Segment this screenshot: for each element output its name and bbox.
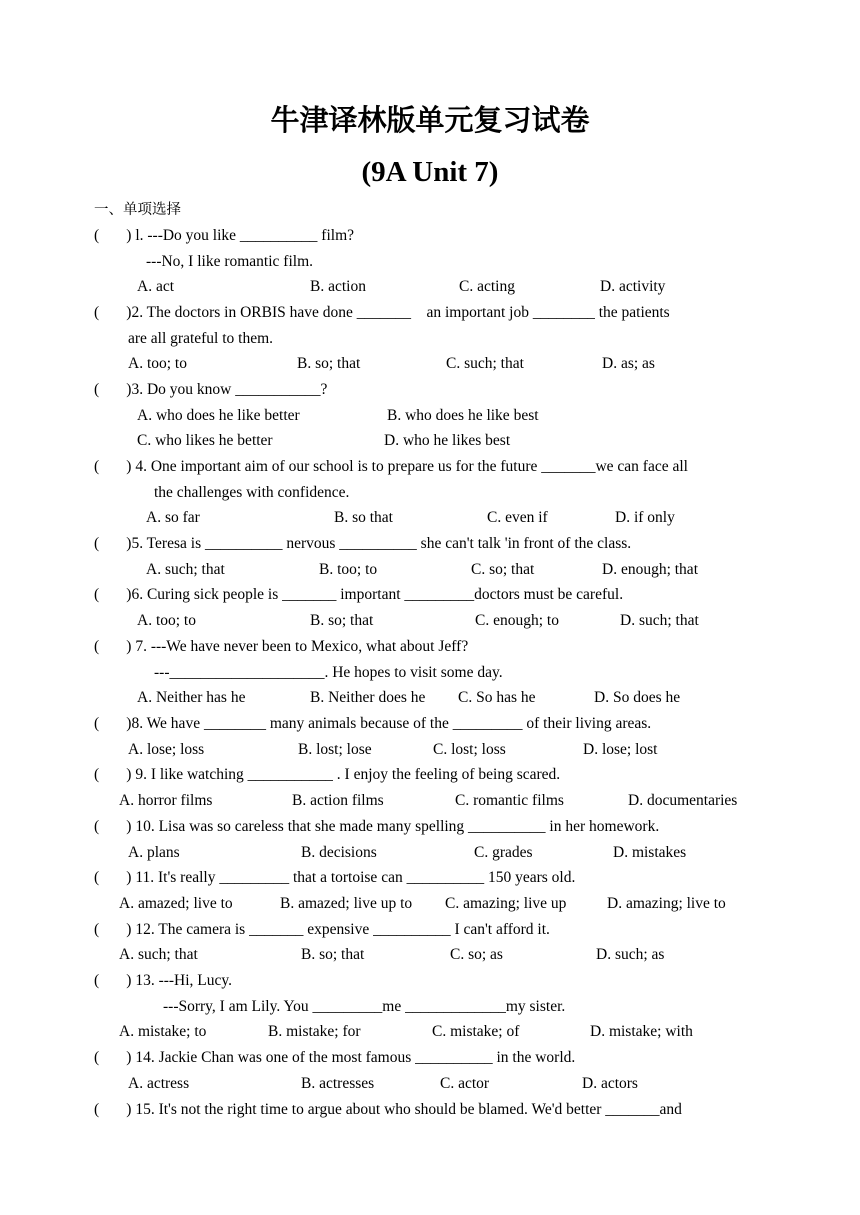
q11-option-d: D. amazing; live to	[607, 895, 726, 912]
question-2-cont: are all grateful to them.	[128, 330, 274, 347]
q11-option-a: A. amazed; live to	[119, 895, 233, 912]
q9-option-a: A. horror films	[119, 792, 213, 809]
q12-option-b: B. so; that	[301, 946, 365, 963]
q6-option-b: B. so; that	[310, 612, 374, 629]
q8-option-c: C. lost; loss	[433, 741, 506, 758]
q8-option-d: D. lose; lost	[583, 741, 658, 758]
q2-option-c: C. such; that	[446, 355, 524, 372]
q13-option-b: B. mistake; for	[268, 1023, 361, 1040]
q12-option-d: D. such; as	[596, 946, 665, 963]
q6-option-a: A. too; to	[137, 612, 196, 629]
q5-option-d: D. enough; that	[602, 561, 698, 578]
q4-option-b: B. so that	[334, 509, 393, 526]
question-13: ( ) 13. ---Hi, Lucy.	[94, 972, 233, 989]
q3-option-a: A. who does he like better	[137, 407, 300, 424]
q5-option-c: C. so; that	[471, 561, 535, 578]
q6-option-d: D. such; that	[620, 612, 699, 629]
q11-option-b: B. amazed; live up to	[280, 895, 413, 912]
question-7: ( ) 7. ---We have never been to Mexico, what about Jeff?	[94, 638, 469, 655]
q8-option-a: A. lose; loss	[128, 741, 205, 758]
q7-option-c: C. So has he	[458, 689, 536, 706]
q4-option-a: A. so far	[146, 509, 200, 526]
question-7-cont: ---____________________. He hopes to visit some day.	[154, 664, 503, 681]
q13-option-d: D. mistake; with	[590, 1023, 693, 1040]
question-11: ( ) 11. It's really _________ that a tortoise can __________ 150 years old.	[94, 869, 576, 886]
question-5: ( )5. Teresa is __________ nervous __________ she can't talk 'in front of the class.	[94, 535, 632, 552]
q3-option-d: D. who he likes best	[384, 432, 511, 449]
q7-option-a: A. Neither has he	[137, 689, 246, 706]
q9-option-c: C. romantic films	[455, 792, 564, 809]
q8-option-b: B. lost; lose	[298, 741, 372, 758]
question-12: ( ) 12. The camera is _______ expensive __________ I can't afford it.	[94, 921, 550, 938]
q10-option-d: D. mistakes	[613, 844, 687, 861]
q7-option-d: D. So does he	[594, 689, 681, 706]
q14-option-b: B. actresses	[301, 1075, 375, 1092]
q3-option-b: B. who does he like best	[387, 407, 539, 424]
question-1: ( ) l. ---Do you like __________ film?	[94, 227, 355, 244]
q14-option-a: A. actress	[128, 1075, 190, 1092]
question-15: ( ) 15. It's not the right time to argue about who should be blamed. We'd better _______and	[94, 1101, 682, 1118]
q13-option-a: A. mistake; to	[119, 1023, 207, 1040]
q10-option-c: C. grades	[474, 844, 533, 861]
q1-option-a: A. act	[137, 278, 175, 295]
question-14: ( ) 14. Jackie Chan was one of the most famous __________ in the world.	[94, 1049, 576, 1066]
q5-option-b: B. too; to	[319, 561, 378, 578]
q10-option-a: A. plans	[128, 844, 180, 861]
question-9: ( ) 9. I like watching ___________ . I enjoy the feeling of being scared.	[94, 766, 561, 783]
q3-option-c: C. who likes he better	[137, 432, 273, 449]
q6-option-c: C. enough; to	[475, 612, 559, 629]
q9-option-b: B. action films	[292, 792, 384, 809]
q4-option-d: D. if only	[615, 509, 675, 526]
q5-option-a: A. such; that	[146, 561, 225, 578]
q14-option-c: C. actor	[440, 1075, 490, 1092]
q12-option-c: C. so; as	[450, 946, 503, 963]
q13-option-c: C. mistake; of	[432, 1023, 520, 1040]
q2-option-a: A. too; to	[128, 355, 187, 372]
exam-subtitle: (9A Unit 7)	[361, 156, 499, 188]
q12-option-a: A. such; that	[119, 946, 198, 963]
q10-option-b: B. decisions	[301, 844, 377, 861]
question-4-cont: the challenges with confidence.	[154, 484, 350, 501]
question-3: ( )3. Do you know ___________?	[94, 381, 328, 398]
question-8: ( )8. We have ________ many animals because of the _________ of their living areas.	[94, 715, 652, 732]
question-2: ( )2. The doctors in ORBIS have done _______ an important job ________ the patients	[94, 304, 670, 321]
q2-option-b: B. so; that	[297, 355, 361, 372]
question-6: ( )6. Curing sick people is _______ important _________doctors must be careful.	[94, 586, 624, 603]
q7-option-b: B. Neither does he	[310, 689, 426, 706]
question-4: ( ) 4. One important aim of our school is to prepare us for the future _______we can face all	[94, 458, 688, 475]
question-13-cont: ---Sorry, I am Lily. You _________me _____________my sister.	[163, 998, 566, 1015]
question-1-cont: ---No, I like romantic film.	[146, 253, 314, 270]
exam-title: 牛津译林版单元复习试卷	[270, 103, 590, 137]
q2-option-d: D. as; as	[602, 355, 655, 372]
q1-option-c: C. acting	[459, 278, 515, 295]
q11-option-c: C. amazing; live up	[445, 895, 567, 912]
q9-option-d: D. documentaries	[628, 792, 738, 809]
q14-option-d: D. actors	[582, 1075, 638, 1092]
question-10: ( ) 10. Lisa was so careless that she made many spelling __________ in her homework.	[94, 818, 660, 835]
q4-option-c: C. even if	[487, 509, 548, 526]
q1-option-b: B. action	[310, 278, 366, 295]
section-heading: 一、单项选择	[94, 202, 181, 218]
q1-option-d: D. activity	[600, 278, 666, 295]
